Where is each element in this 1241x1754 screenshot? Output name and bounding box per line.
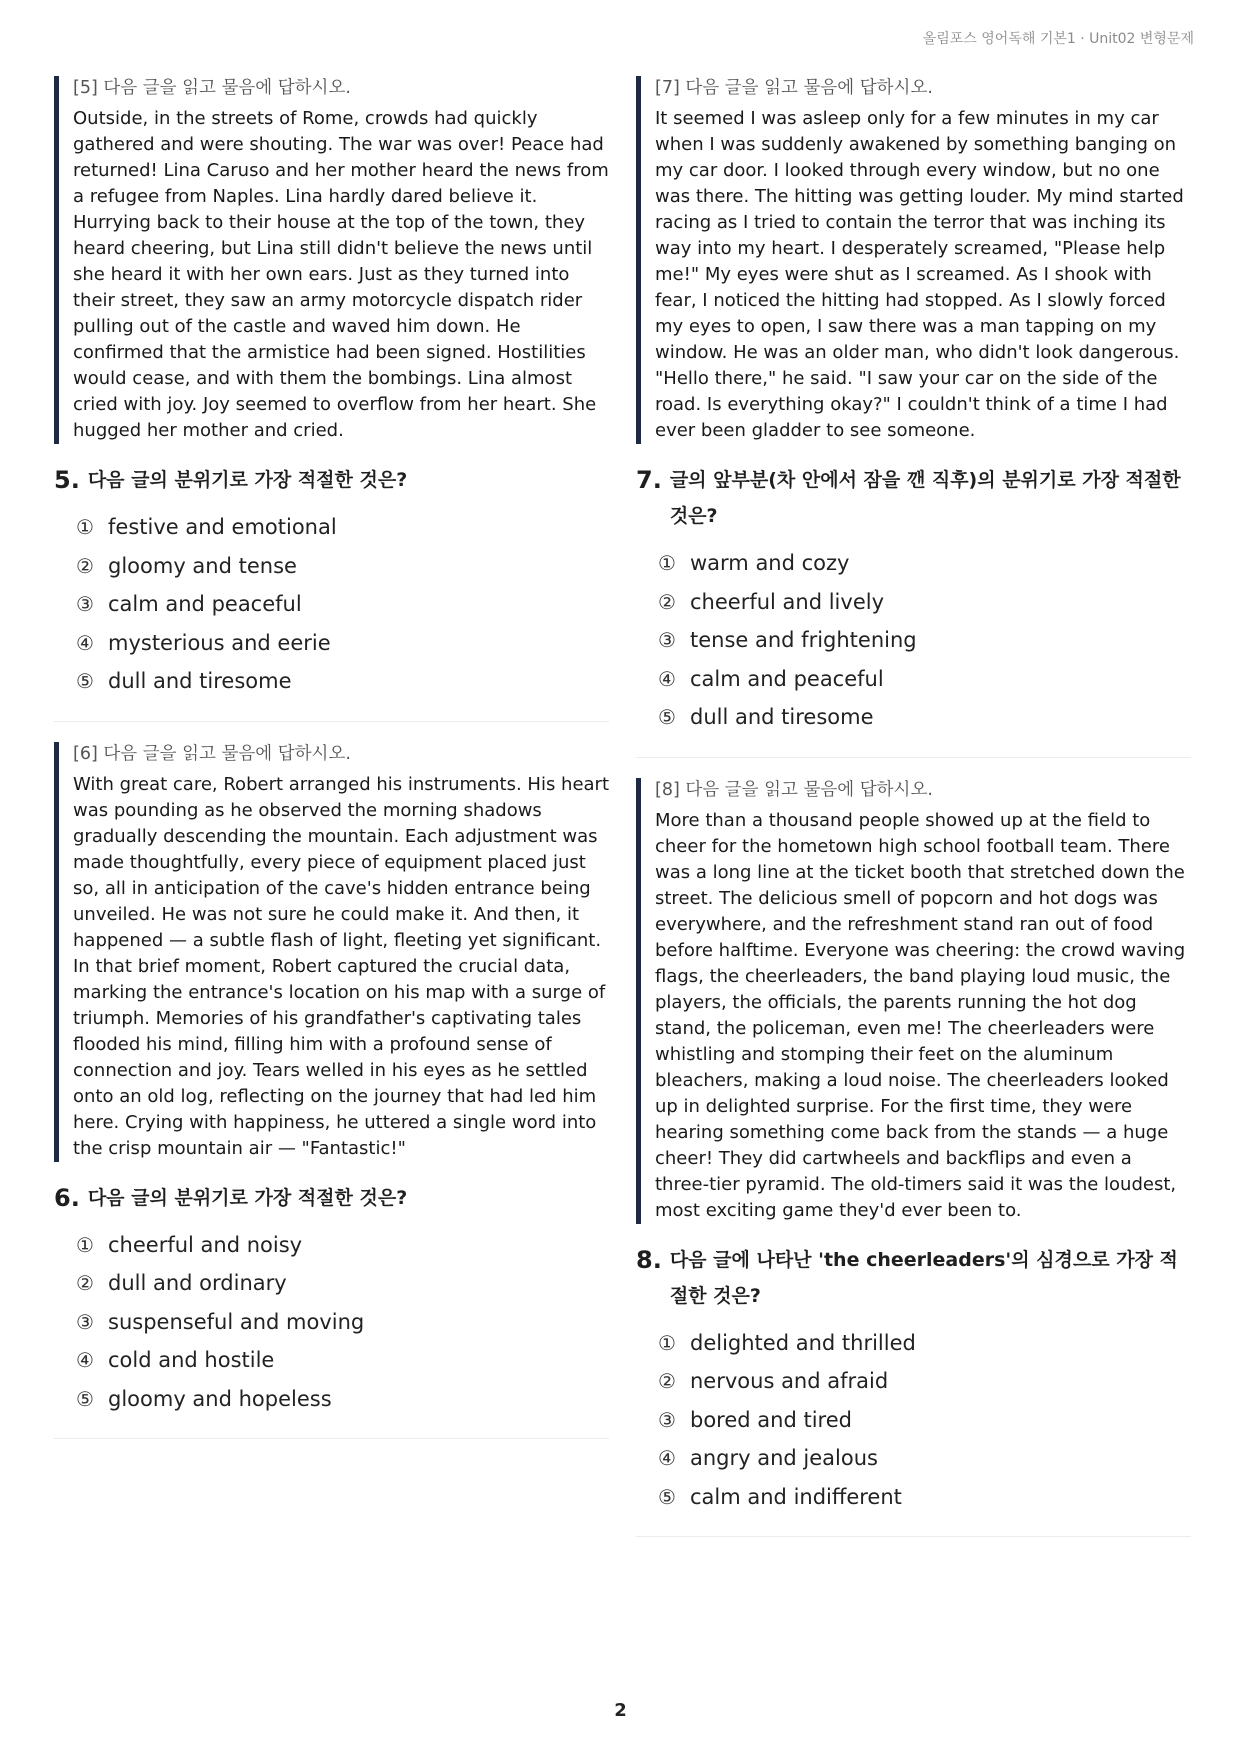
answer-option-5[interactable] <box>76 662 609 701</box>
answer-option-1[interactable] <box>658 1324 1191 1363</box>
question-number: 6. <box>54 1183 80 1212</box>
option-text: dull and ordinary <box>108 1271 287 1295</box>
option-marker: ④ <box>76 1348 94 1372</box>
question-block-6 <box>54 742 609 1440</box>
passage-instruction: [7] 다음 글을 읽고 물음에 답하시오. <box>655 78 933 98</box>
answer-option-3[interactable] <box>658 621 1191 660</box>
passage-text: It seemed I was asleep only for a few minutes in my car when I was suddenly awakened by something banging on my car door. I looked through every window, but no one was there. The hitting was getting louder. My mind started racing as I tried to contain the terror that was inching its way into my heart. I desperately screamed, "Please help me!" My eyes were shut as I screamed. As I shook with fear, I noticed the hitting had stopped. As I slowly forced my eyes to open, I saw there was a man tapping on my window. He was an older man, who didn't look dangerous. "Hello there," he said. "I saw your car on the side of the road. Is everything okay?" I couldn't think of a time I had ever been gladder to see someone. <box>655 108 1184 441</box>
option-marker: ① <box>76 515 94 539</box>
answer-option-4[interactable] <box>76 624 609 663</box>
question-block-7 <box>636 76 1191 758</box>
passage-box <box>54 76 609 444</box>
option-marker: ③ <box>76 592 94 616</box>
option-marker: ④ <box>76 630 94 655</box>
option-text: cheerful and noisy <box>108 1232 303 1257</box>
question-text: 글의 앞부분(차 안에서 잠을 깬 직후)의 분위기로 가장 적절한 것은? <box>669 469 1181 527</box>
question-block-8 <box>636 778 1191 1538</box>
question-number: 8. <box>636 1245 662 1274</box>
question-text: 다음 글의 분위기로 가장 적절한 것은? <box>87 1186 408 1209</box>
option-text: tense and frightening <box>690 628 917 652</box>
answer-option-5[interactable] <box>658 1478 1191 1517</box>
answer-options <box>54 508 609 701</box>
option-text: dull and tiresome <box>690 705 874 729</box>
passage-text: Outside, in the streets of Rome, crowds had quickly gathered and were shouting. The war was over! Peace had returned! Lina Caruso and her mother heard the news from a refugee from Naples. Lina hardly dared believe it. Hurrying back to their house at the top of the town, they heard cheering, but Lina still didn't believe the news until she heard it with her own ears. Just as they turned into their street, they saw an army motorcycle dispatch rider pulling out of the castle and waved him down. He confirmed that the armistice had been signed. Hostilities would cease, and with them the bombings. Lina almost cried with joy. Joy seemed to overflow from her heart. She hugged her mother and cried. <box>73 108 609 441</box>
option-marker: ④ <box>658 666 676 691</box>
answer-option-1[interactable] <box>76 1226 609 1265</box>
option-text: calm and peaceful <box>108 592 302 616</box>
answer-option-2[interactable] <box>76 1264 609 1303</box>
option-marker: ② <box>658 589 676 614</box>
option-text: festive and emotional <box>108 515 337 539</box>
option-marker: ① <box>658 551 676 575</box>
option-text: nervous and afraid <box>690 1369 889 1393</box>
option-marker: ① <box>658 1330 676 1355</box>
answer-option-1[interactable] <box>658 544 1191 583</box>
option-text: calm and peaceful <box>690 666 884 691</box>
option-marker: ⑤ <box>76 1386 94 1411</box>
passage-box <box>54 742 609 1162</box>
option-text: bored and tired <box>690 1407 852 1432</box>
option-marker: ③ <box>658 1407 676 1432</box>
option-marker: ① <box>76 1232 94 1257</box>
answer-option-2[interactable] <box>658 1362 1191 1401</box>
question-stem <box>636 1242 1191 1314</box>
passage-instruction: [6] 다음 글을 읽고 물음에 답하시오. <box>73 743 351 764</box>
right-column <box>636 76 1191 1557</box>
option-marker: ② <box>76 553 94 578</box>
answer-option-3[interactable] <box>76 1303 609 1342</box>
option-marker: ② <box>658 1369 676 1393</box>
question-block-5 <box>54 76 609 722</box>
answer-option-3[interactable] <box>658 1401 1191 1440</box>
question-number: 7. <box>636 466 662 494</box>
option-marker: ⑤ <box>658 705 676 729</box>
option-text: gloomy and hopeless <box>108 1386 332 1411</box>
left-column <box>54 76 609 1459</box>
option-text: dull and tiresome <box>108 669 292 693</box>
option-text: suspenseful and moving <box>108 1309 365 1334</box>
passage-instruction: [8] 다음 글을 읽고 물음에 답하시오. <box>655 779 933 800</box>
question-stem <box>636 462 1191 534</box>
answer-options <box>636 1324 1191 1517</box>
answer-options <box>636 544 1191 737</box>
question-stem <box>54 1180 609 1216</box>
option-marker: ③ <box>76 1309 94 1334</box>
option-marker: ④ <box>658 1446 676 1470</box>
question-text: 다음 글의 분위기로 가장 적절한 것은? <box>87 469 408 491</box>
passage-box <box>636 76 1191 444</box>
answer-option-2[interactable] <box>76 547 609 586</box>
option-text: cheerful and lively <box>690 589 885 614</box>
option-text: delighted and thrilled <box>690 1330 916 1355</box>
option-text: mysterious and eerie <box>108 630 331 655</box>
answer-option-2[interactable] <box>658 583 1191 622</box>
answer-option-5[interactable] <box>76 1380 609 1419</box>
passage-instruction: [5] 다음 글을 읽고 물음에 답하시오. <box>73 78 351 98</box>
answer-option-4[interactable] <box>658 660 1191 699</box>
option-text: calm and indifferent <box>690 1484 902 1509</box>
option-marker: ③ <box>658 628 676 652</box>
page-header: 올림포스 영어독해 기본1 · Unit02 변형문제 <box>922 31 1194 47</box>
passage-box <box>636 778 1191 1224</box>
answer-options <box>54 1226 609 1419</box>
option-marker: ⑤ <box>658 1484 676 1509</box>
page-number: 2 <box>614 1700 627 1721</box>
answer-option-1[interactable] <box>76 508 609 547</box>
question-stem <box>54 462 609 498</box>
option-text: gloomy and tense <box>108 553 297 578</box>
passage-text: With great care, Robert arranged his instruments. His heart was pounding as he observed the morning shadows gradually descending the mountain. Each adjustment was made thoughtfully, every piece of equipment placed just so, all in anticipation of the cave's hidden entrance being unveiled. He was not sure he could make it. And then, it happened — a subtle flash of light, fleeting yet significant. In that brief moment, Robert captured the crucial data, marking the entrance's location on his map with a surge of triumph. Memories of his grandfather's captivating tales flooded his mind, filling him with a profound sense of connection and joy. Tears welled in his eyes as he settled onto an old log, reflecting on the journey that had led him here. Crying with happiness, he uttered a single word into the crisp mountain air — "Fantastic!" <box>73 773 610 1159</box>
question-text: 다음 글에 나타난 'the cheerleaders'의 심경으로 가장 적절한 것은? <box>669 1248 1178 1307</box>
option-marker: ⑤ <box>76 669 94 693</box>
answer-option-3[interactable] <box>76 585 609 624</box>
answer-option-4[interactable] <box>76 1341 609 1380</box>
option-text: angry and jealous <box>690 1446 878 1470</box>
option-text: cold and hostile <box>108 1348 275 1372</box>
passage-text: More than a thousand people showed up at the field to cheer for the hometown high school football team. There was a long line at the ticket booth that stretched down the street. The delicious smell of popcorn and hot dogs was everywhere, and the refreshment stand ran out of food before halftime. Everyone was cheering: the crowd waving flags, the cheerleaders, the band playing loud music, the players, the officials, the parents running the hot dog stand, the policeman, even me! The cheerleaders were whistling and stomping their feet on the aluminum bleachers, making a loud noise. The cheerleaders looked up in delighted surprise. For the first time, they were hearing something come back from the stands — a huge cheer! They did cartwheels and backflips and even a three-tier pyramid. The old-timers said it was the loudest, most exciting game they'd ever been to. <box>655 809 1186 1221</box>
option-text: warm and cozy <box>690 551 850 575</box>
question-number: 5. <box>54 466 80 494</box>
answer-option-5[interactable] <box>658 698 1191 737</box>
answer-option-4[interactable] <box>658 1439 1191 1478</box>
option-marker: ② <box>76 1271 94 1295</box>
